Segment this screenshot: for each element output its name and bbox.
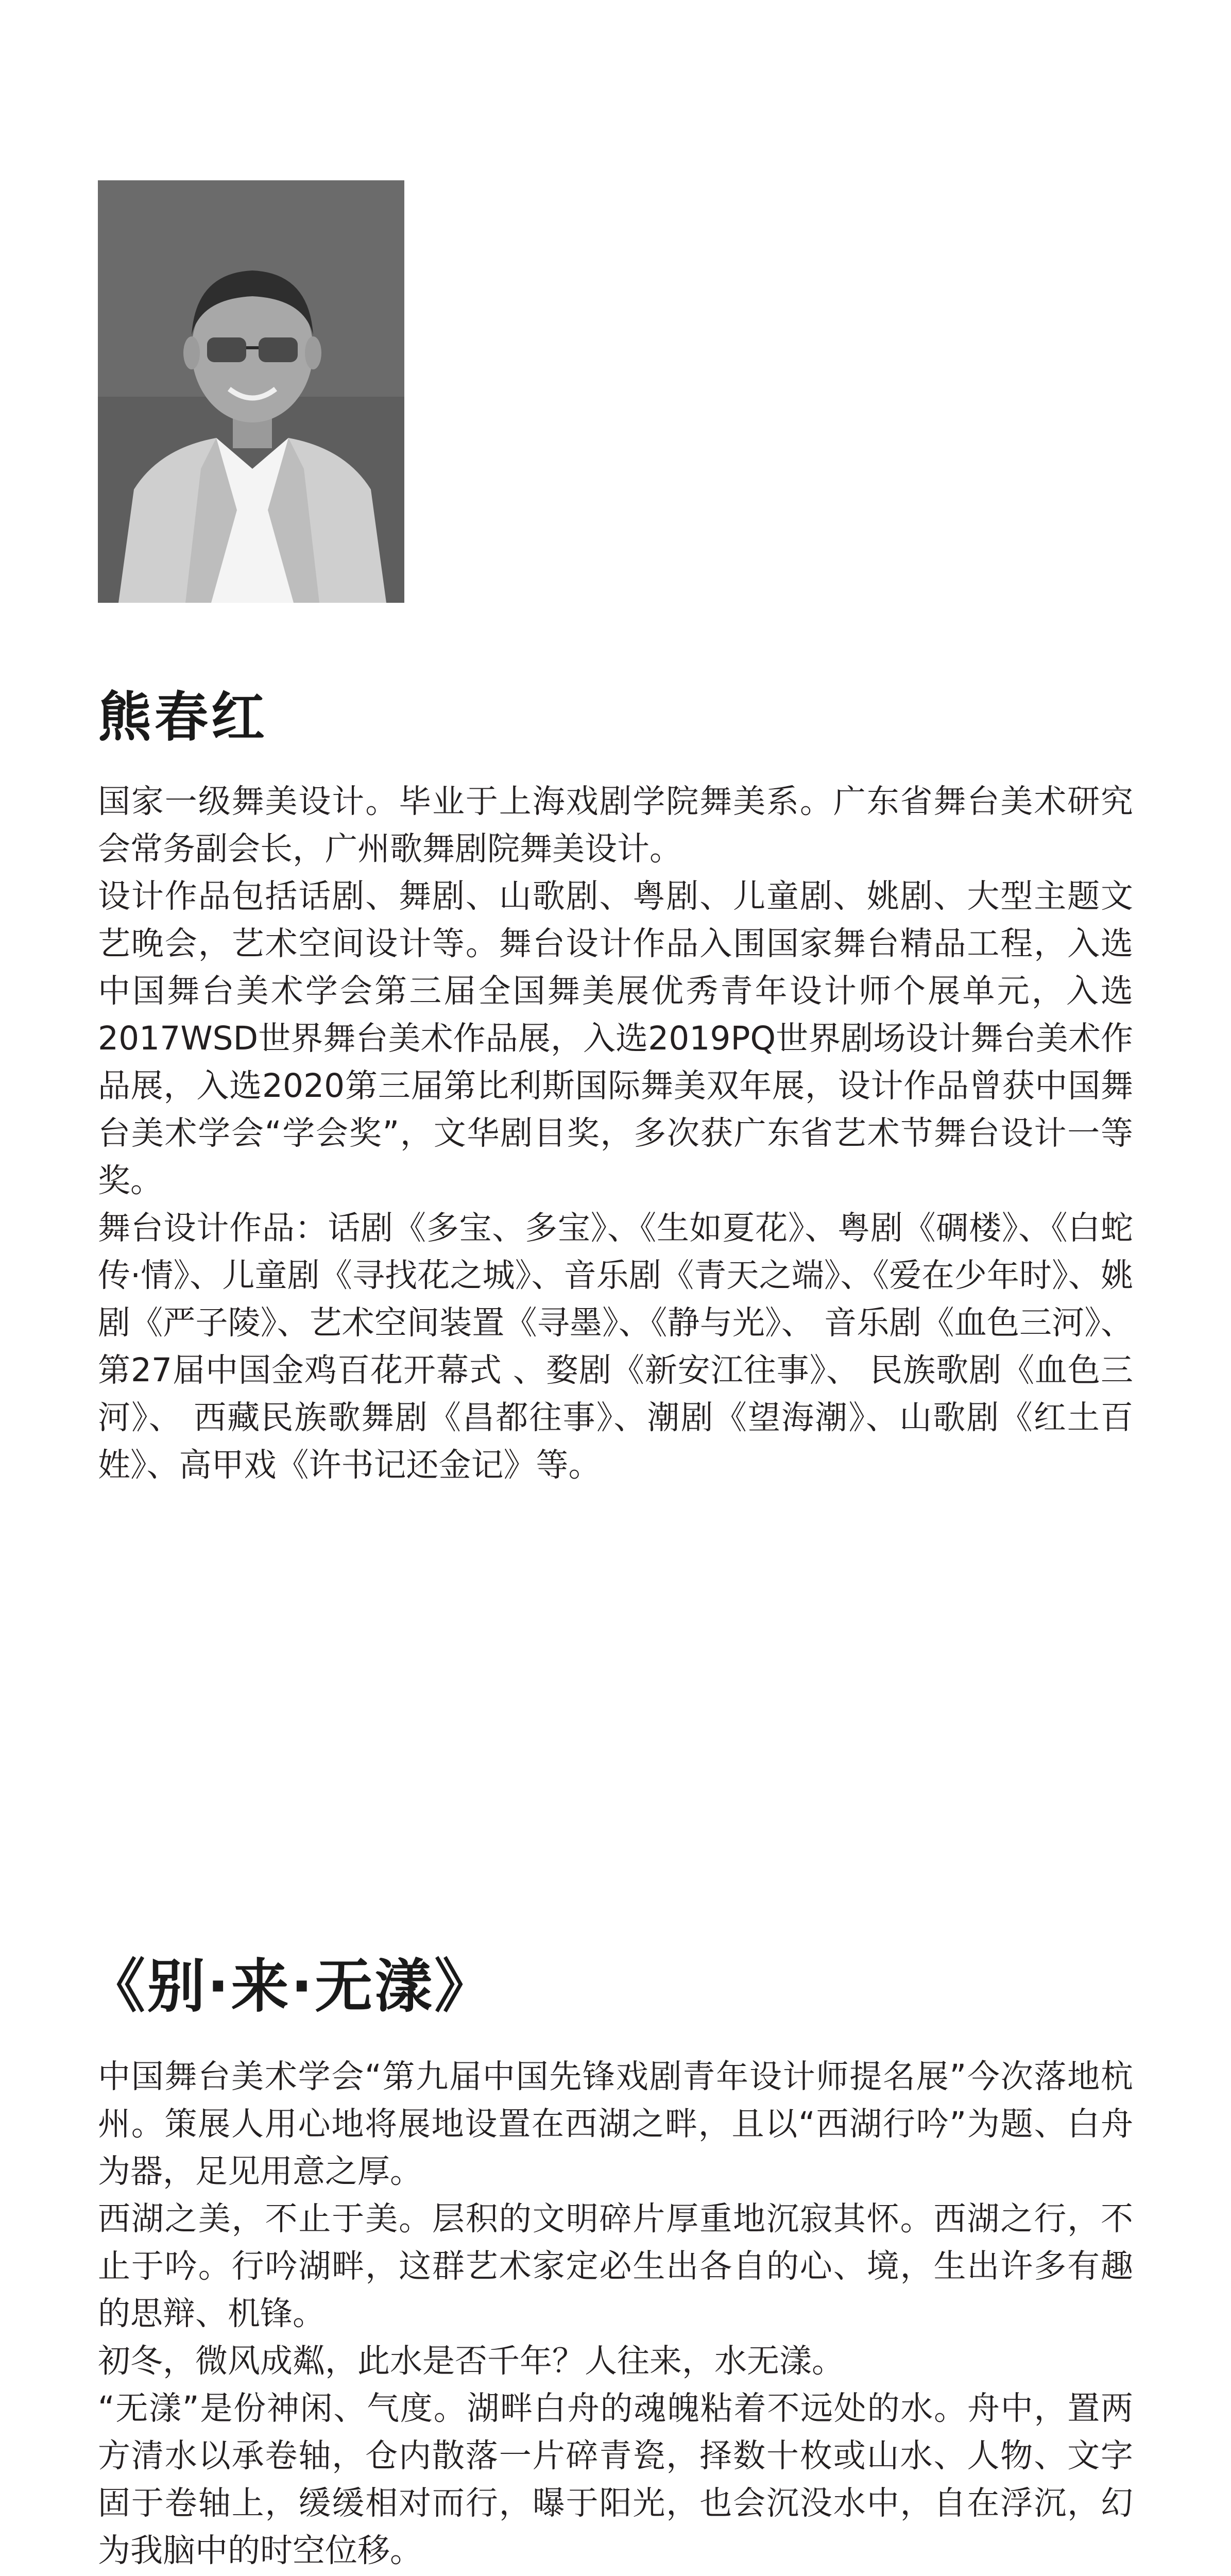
artist-bio: [98, 778, 1133, 1489]
portrait-photo-icon: [98, 180, 404, 603]
intro-paragraph: 初冬，微风成粼，此水是否千年？人往来，水无漾。: [98, 2342, 844, 2380]
work-title: 《别·来·无漾》: [88, 1953, 494, 2020]
intro-paragraph: “无漾”是份神闲、气度。湖畔白舟的魂魄粘着不远处的水。舟中，置两方清水以承卷轴，仓内散落一片碎青瓷，择数十枚或山水、人物、文字固于卷轴上，缓缓相对而行，曝于阳光，也会沉没水中，自在浮沉，幻为我脑中的时空位移。: [98, 2389, 1133, 2569]
work-intro: [98, 2053, 1133, 2576]
intro-paragraph: 西湖之美，不止于美。层积的文明碎片厚重地沉寂其怀。西湖之行，不止于吟。行吟湖畔，这群艺术家定必生出各自的心、境，生出许多有趣的思辩、机锋。: [98, 2200, 1133, 2332]
artist-name: 熊春红: [98, 686, 268, 749]
intro-paragraph: 中国舞台美术学会“第九届中国先锋戏剧青年设计师提名展”今次落地杭州。策展人用心地将展地设置在西湖之畔，且以“西湖行吟”为题、白舟为器，足见用意之厚。: [98, 2058, 1133, 2190]
portrait-photo: [98, 180, 404, 603]
bio-paragraph: 国家一级舞美设计。毕业于上海戏剧学院舞美系。广东省舞台美术研究会常务副会长，广州歌舞剧院舞美设计。: [98, 783, 1133, 868]
bio-paragraph: 设计作品包括话剧、舞剧、山歌剧、粤剧、儿童剧、姚剧、大型主题文艺晚会，艺术空间设计等。舞台设计作品入围国家舞台精品工程，入选中国舞台美术学会第三届全国舞美展优秀青年设计师个展单元，入选2017WSD世界舞台美术作品展，入选2019PQ世界剧场设计舞台美术作品展，入选2020第三届第比利斯国际舞美双年展，设计作品曾获中国舞台美术学会“学会奖”，文华剧目奖，多次获广东省艺术节舞台设计一等奖。: [98, 877, 1133, 1199]
bio-paragraph: 舞台设计作品：话剧《多宝、多宝》、《生如夏花》、粤剧《碉楼》、《白蛇传·情》、儿童剧《寻找花之城》、音乐剧《青天之端》、《爱在少年时》、姚剧《严子陵》、艺术空间装置《寻墨》、《静与光》、 音乐剧《血色三河》、第27届中国金鸡百花开幕式 、婺剧《新安江往事》、 民族歌剧《血色三河》、 西藏民族歌舞剧《昌都往事》、潮剧《望海潮》、山歌剧《红土百姓》、高甲戏《许书记还金记》等。: [98, 1209, 1133, 1484]
